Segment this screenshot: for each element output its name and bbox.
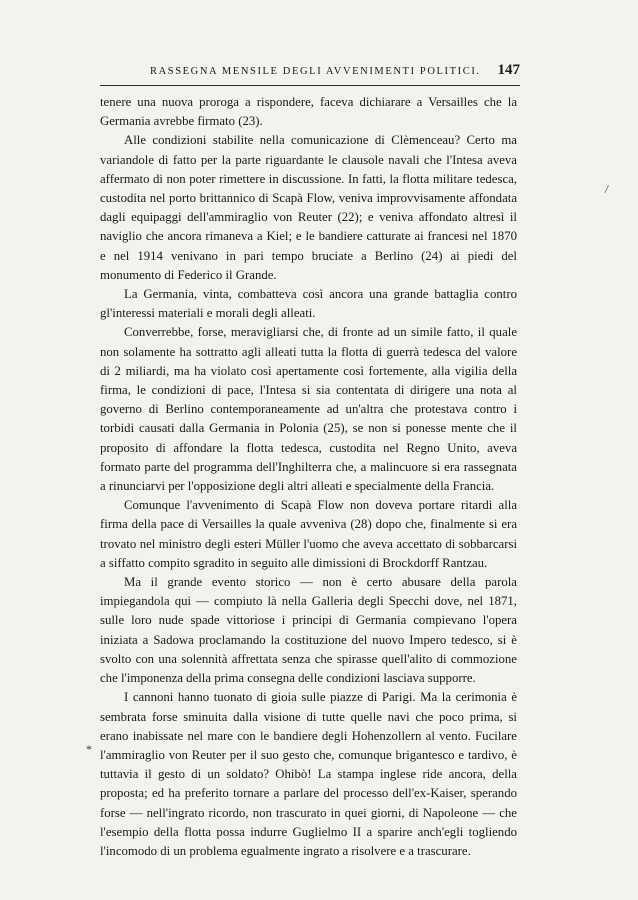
page-header — [100, 62, 520, 82]
paragraph-4: Converrebbe, forse, meravigliarsi che, di fronte ad un simile fatto, il quale non solamente ha sottratto agli alleati tutta la flotta di guerrà tedesca del valore di 2 miliardi, ma ha violato così apertamente così fortemente, alla vigilia della firma, le condizioni di pace, l'Intesa si sia contentata di dirigere una nota al governo di Berlino contemporaneamente ad un'altra che protestava contro i torbidi causati dalla Germania in Polonia (25), se non si ponesse mente che il proposito di affondare la flotta tedesca, custodita nel Regno Unito, aveva formato parte del programma dell'Inghilterra che, a malincuore si era rassegnata a rinunciarvi per l'opposizione degli altri alleati e specialmente della Francia. — [100, 325, 517, 494]
running-head: RASSEGNA MENSILE DEGLI AVVENIMENTI POLITICI. — [150, 66, 481, 77]
paragraph-3: La Germania, vinta, combatteva così ancora una grande battaglia contro gl'interessi materiali e morali degli alleati. — [100, 287, 517, 321]
header-rule — [100, 85, 520, 86]
paragraph-1: tenere una nuova proroga a rispondere, faceva dichiarare a Versailles che la Germania avrebbe firmato (23). — [100, 95, 517, 129]
paragraph-6: Ma il grande evento storico — non è certo abusare della parola impiegandola qui — compiuto là nella Galleria degli Specchi dove, nel 1871, sulle loro nude spade vittoriose i principi di Germania compievano l'opera iniziata a Sadowa proclamando la costituzione del nuovo Impero tedesco, si è svolto con una solennità affrettata senza che spirasse quell'alito di commozione che l'imponenza della prima consegna delle condizioni lasciava supporre. — [100, 575, 517, 686]
margin-pencil-mark: / — [604, 181, 610, 197]
margin-asterisk-mark: * — [86, 742, 92, 756]
paragraph-5: Comunque l'avvenimento di Scapà Flow non doveva portare ritardi alla firma della pace di Versailles la quale avveniva (28) dopo che, finalmente si era trovato nel ministro degli esteri Müller l'uomo che aveva accettato di sobbarcarsi a siffatto compito sgradito in seguito alle dimissioni di Brockdorff Rantzau. — [100, 498, 517, 570]
article-body — [100, 93, 517, 861]
page-number: 147 — [497, 62, 520, 78]
paragraph-7: I cannoni hanno tuonato di gioia sulle piazze di Parigi. Ma la cerimonia è sembrata forse sminuita dalla visione di tutte quelle navi che poco prima, si erano inabissate nel mare con le bandiere degli Hohenzollern al vento. Fucilare l'ammiraglio von Reuter per il suo gesto che, comunque brigantesco e tardivo, è tuttavia il gesto di un soldato? Ohibò! La stampa inglese ride ancora, della proposta; ed ha preferito tornare a parlare del processo dell'ex-Kaiser, sperando forse — nell'ingrato ricordo, non trascurato in quei giorni, di Napoleone — che l'esempio della flotta possa indurre Guglielmo II a sparire anch'egli togliendo l'incomodo di un problema egualmente ingrato a risolvere e a trascurare. — [100, 690, 517, 858]
paragraph-2: Alle condizioni stabilite nella comunicazione di Clèmenceau? Certo ma variandole di fatto per la parte riguardante le clausole navali che l'Intesa aveva affermato di non poter rimettere in discussione. In fatti, la flotta militare tedesca, custodita nel porto brittannico di Scapà Flow, veniva improvvisamente affondata dagli equipaggi dell'ammiraglio von Reuter (22); e veniva affondato altresì il naviglio che ancora rimaneva a Kiel; e le bandiere catturate ai francesi nel 1870 e nel 1914 venivano in pari tempo bruciate a Berlino (24) ai piedi del monumento di Federico il Grande. — [100, 133, 517, 282]
